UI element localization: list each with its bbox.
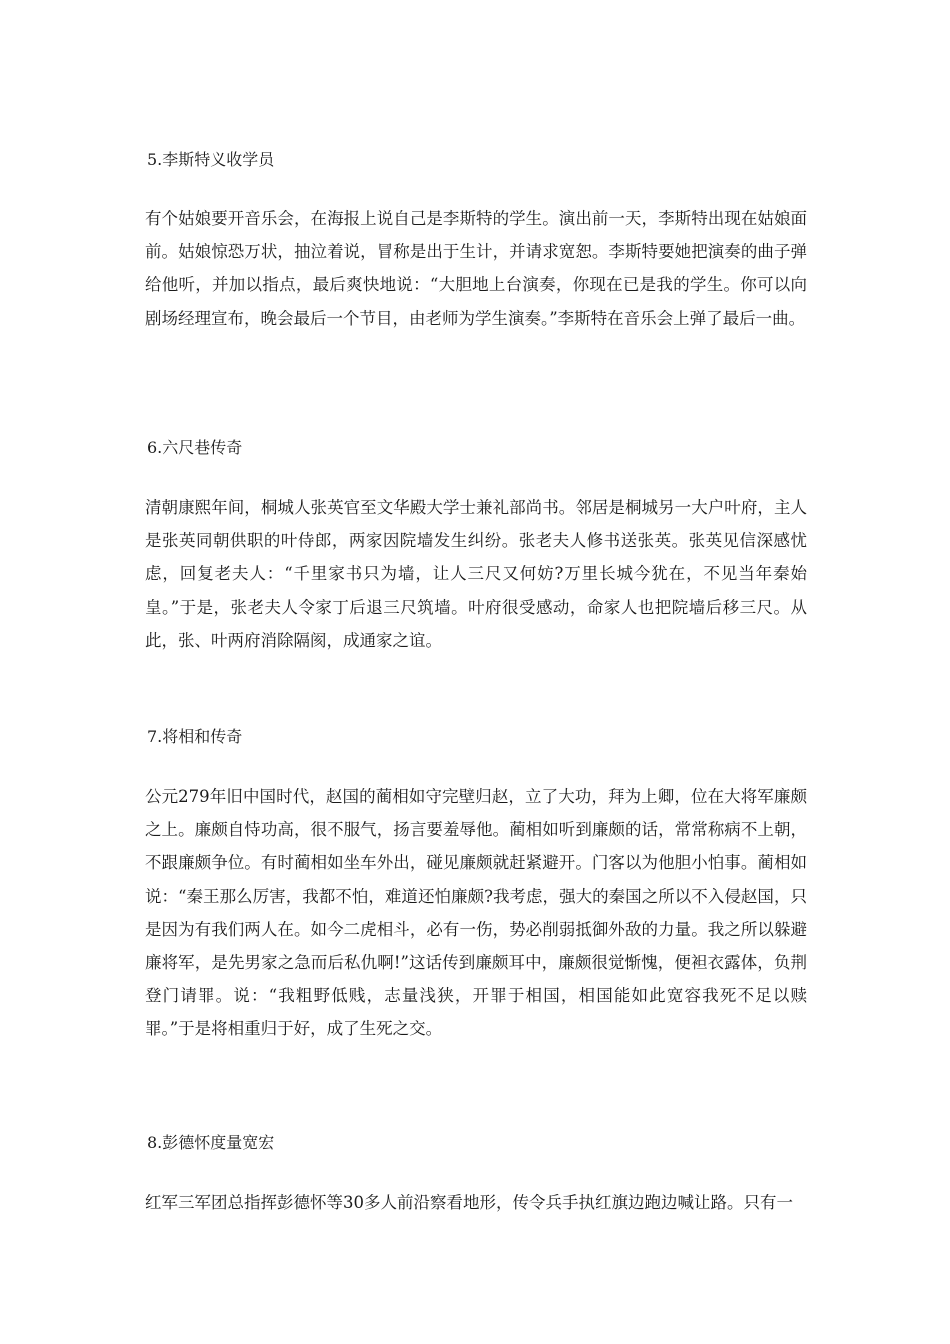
section-heading-8: 8.彭德怀度量宽宏: [147, 1133, 275, 1152]
section-heading-5: 5.李斯特义收学员: [147, 150, 275, 169]
section-heading-6: 6.六尺巷传奇: [147, 438, 243, 457]
section-body-6: 清朝康熙年间，桐城人张英官至文华殿大学士兼礼部尚书。邻居是桐城另一大户叶府，主人是张英同朝供职的叶侍郎，两家因院墙发生纠纷。张老夫人修书送张英。张英见信深感忧虑，回复老夫人：“千里家书只为墙，让人三尺又何妨?万里长城今犹在，不见当年秦始皇。”于是，张老夫人令家丁后退三尺筑墙。叶府很受感动，命家人也把院墙后移三尺。从此，张、叶两府消除隔阂，成通家之谊。: [145, 498, 807, 650]
section-heading-7: 7.将相和传奇: [147, 727, 243, 746]
section-body-7: 公元279年旧中国时代，赵国的蔺相如守完壁归赵，立了大功，拜为上卿，位在大将军廉颇之上。廉颇自恃功高，很不服气，扬言要羞辱他。蔺相如听到廉颇的话，常常称病不上朝，不跟廉颇争位。有时蔺相如坐车外出，碰见廉颇就赶紧避开。门客以为他胆小怕事。蔺相如说：“秦王那么厉害，我都不怕，难道还怕廉颇?我考虑，强大的秦国之所以不入侵赵国，只是因为有我们两人在。如今二虎相斗，必有一伤，势必削弱抵御外敌的力量。我之所以躲避廉将军，是先男家之急而后私仇啊!”这话传到廉颇耳中，廉颇很觉惭愧，便袒衣露体，负荆登门请罪。说：“我粗野低贱，志量浅狭，开罪于相国，相国能如此宽容我死不足以赎罪。”于是将相重归于好，成了生死之交。: [145, 787, 807, 1039]
section-body-5: 有个姑娘要开音乐会，在海报上说自己是李斯特的学生。演出前一天，李斯特出现在姑娘面前。姑娘惊恐万状，抽泣着说，冒称是出于生计，并请求宽恕。李斯特要她把演奏的曲子弹给他听，并加以指点，最后爽快地说：“大胆地上台演奏，你现在已是我的学生。你可以向剧场经理宣布，晚会最后一个节目，由老师为学生演奏。”李斯特在音乐会上弹了最后一曲。: [145, 209, 807, 328]
section-body-8: 红军三军团总指挥彭德怀等30多人前沿察看地形，传令兵手执红旗边跑边喊让路。只有一: [145, 1193, 793, 1212]
